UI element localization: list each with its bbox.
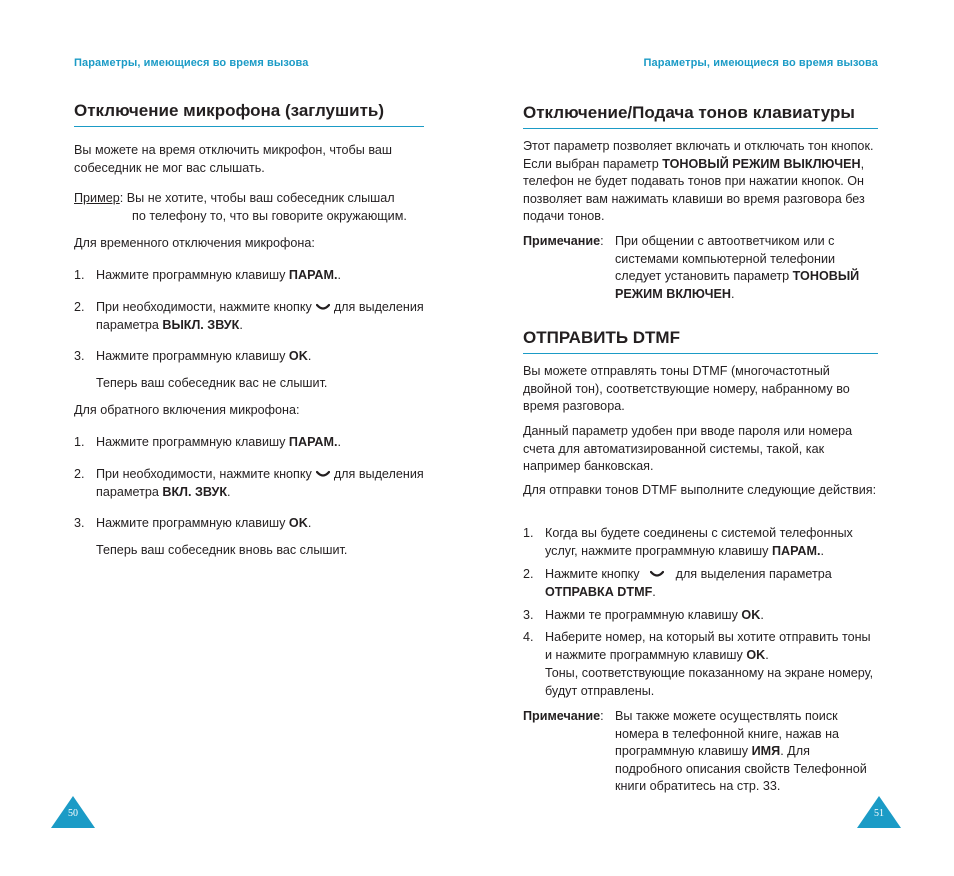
- dtmf-step-4: 4. Наберите номер, на который вы хотите отправить тоны и нажмите программную клавишу OK. Тоны, соответствующие показанному на экране номеру, будут отправлены.: [523, 630, 874, 698]
- softkey-label: ПАРАМ.: [771, 544, 821, 558]
- dtmf-paragraph-3: Для отправки тонов DTMF выполните следующие действия:: [523, 483, 877, 497]
- option-label: ТОНОВЫЙ РЕЖИМ ВКЛЮЧЕН: [615, 269, 860, 301]
- step-number: 3.: [74, 349, 85, 363]
- step-text: для выделения параметра: [96, 467, 424, 499]
- softkey-label: OK: [288, 349, 308, 363]
- unmute-step-3: 3. Нажмите программную клавишу OK.: [74, 516, 312, 530]
- note-label: Примечание: [523, 709, 601, 723]
- step-extra: Тоны, соответствующие показанному на экране номеру, будут отправлены.: [545, 666, 874, 698]
- mute-result: Теперь ваш собеседник вас не слышит.: [96, 376, 328, 390]
- dtmf-step-1: 1. Когда вы будете соединены с системой телефонных услуг, нажмите программную клавишу ПАРАМ..: [523, 526, 853, 558]
- note-keytone: Примечание: При общении с автоответчиком или с системами компьютерной телефонии следует установить параметр ТОНОВЫЙ РЕЖИМ ВКЛЮЧЕН.: [523, 234, 860, 301]
- softkey-label: OK: [746, 648, 766, 662]
- unmute-step-1: 1. Нажмите программную клавишу ПАРАМ..: [74, 435, 341, 449]
- note-phonebook: Примечание: Вы также можете осуществлять поиск номера в телефонной книге, нажав на программную клавишу ИМЯ. Для подробного описания свойств Телефонной книги обратитесь на стр. 33.: [523, 709, 867, 793]
- step-text: Нажмите программную клавишу: [96, 516, 289, 530]
- option-label: ВКЛ. ЗВУК: [162, 485, 228, 499]
- step-number: 4.: [523, 630, 534, 644]
- right-page: [523, 0, 884, 876]
- softkey-label: ПАРАМ.: [288, 268, 338, 282]
- mute-step-3: 3. Нажмите программную клавишу OK.: [74, 349, 312, 363]
- page-number: 51: [874, 808, 884, 819]
- keytone-paragraph: Этот параметр позволяет включать и отключать тон кнопок. Если выбран параметр ТОНОВЫЙ РЕЖИМ ВЫКЛЮЧЕН, телефон не будет подавать тонов при нажатии кнопок. Он позволяет вам нажимать клавиши во время разговора без подачи тонов.: [523, 139, 874, 223]
- dtmf-step-2: 2. Нажмите кнопку для выделения параметра ОТПРАВКА DTMF.: [523, 567, 832, 599]
- example-label: Пример: [74, 191, 120, 205]
- option-label: ОТПРАВКА DTMF: [545, 585, 653, 599]
- page-number-badge: [51, 796, 95, 828]
- softkey-label: ИМЯ: [751, 744, 781, 758]
- down-key-icon: [650, 566, 664, 576]
- softkey-label: ПАРАМ.: [288, 435, 338, 449]
- step-number: 2.: [74, 467, 85, 481]
- unmute-intro: Для обратного включения микрофона:: [74, 403, 300, 417]
- step-text: Нажмите программную клавишу: [96, 349, 289, 363]
- step-number: 3.: [74, 516, 85, 530]
- section-title-mute: Отключение микрофона (заглушить): [74, 101, 424, 127]
- running-head: Параметры, имеющиеся во время вызова: [74, 57, 309, 69]
- step-number: 3.: [523, 608, 534, 622]
- down-key-icon: [316, 466, 330, 476]
- example-line-2: по телефону то, что вы говорите окружающим.: [132, 209, 407, 223]
- step-text: для выделения параметра: [96, 300, 424, 332]
- step-number: 1.: [523, 526, 534, 540]
- dtmf-paragraph-1: Вы можете отправлять тоны DTMF (многочастотный двойной тон), соответствующие номеру, набранному во время разговора.: [523, 364, 850, 413]
- dtmf-step-3: 3. Нажми те программную клавишу OK.: [523, 608, 764, 622]
- example-block: [74, 189, 424, 225]
- step-number: 1.: [74, 435, 85, 449]
- example-line-1: : Вы не хотите, чтобы ваш собеседник слышал: [119, 191, 395, 205]
- intro-paragraph: Вы можете на время отключить микрофон, чтобы ваш собеседник не мог вас слышать.: [74, 143, 392, 175]
- step-text: Нажмите программную клавишу: [96, 268, 289, 282]
- section-title-keytones: Отключение/Подача тонов клавиатуры: [523, 103, 878, 129]
- section-title-dtmf: ОТПРАВИТЬ DTMF: [523, 328, 878, 354]
- option-label: ТОНОВЫЙ РЕЖИМ ВЫКЛЮЧЕН: [662, 156, 861, 171]
- option-label: ВЫКЛ. ЗВУК: [162, 318, 240, 332]
- mute-step-1: 1. Нажмите программную клавишу ПАРАМ..: [74, 268, 341, 282]
- running-head: Параметры, имеющиеся во время вызова: [643, 57, 878, 69]
- unmute-step-2: 2. При необходимости, нажмите кнопку для выделения параметра ВКЛ. ЗВУК.: [74, 467, 424, 499]
- dtmf-paragraph-2: Данный параметр удобен при вводе пароля или номера счета для автоматизированной системы, такой, как например банковская.: [523, 424, 853, 473]
- left-page: [68, 0, 424, 876]
- mute-off-intro: Для временного отключения микрофона:: [74, 236, 315, 250]
- step-text: При необходимости, нажмите кнопку: [96, 467, 312, 481]
- mute-step-2: 2. При необходимости, нажмите кнопку для выделения параметра ВЫКЛ. ЗВУК.: [74, 300, 424, 332]
- step-number: 2.: [523, 567, 534, 581]
- softkey-label: OK: [288, 516, 308, 530]
- note-label: Примечание: [523, 234, 601, 248]
- softkey-label: OK: [741, 608, 761, 622]
- page-number: 50: [68, 808, 78, 819]
- step-text: При необходимости, нажмите кнопку: [96, 300, 312, 314]
- page-number-badge: [857, 796, 901, 828]
- down-key-icon: [316, 299, 330, 309]
- step-number: 2.: [74, 300, 85, 314]
- unmute-result: Теперь ваш собеседник вновь вас слышит.: [96, 543, 348, 557]
- step-text: Нажмите программную клавишу: [96, 435, 289, 449]
- step-number: 1.: [74, 268, 85, 282]
